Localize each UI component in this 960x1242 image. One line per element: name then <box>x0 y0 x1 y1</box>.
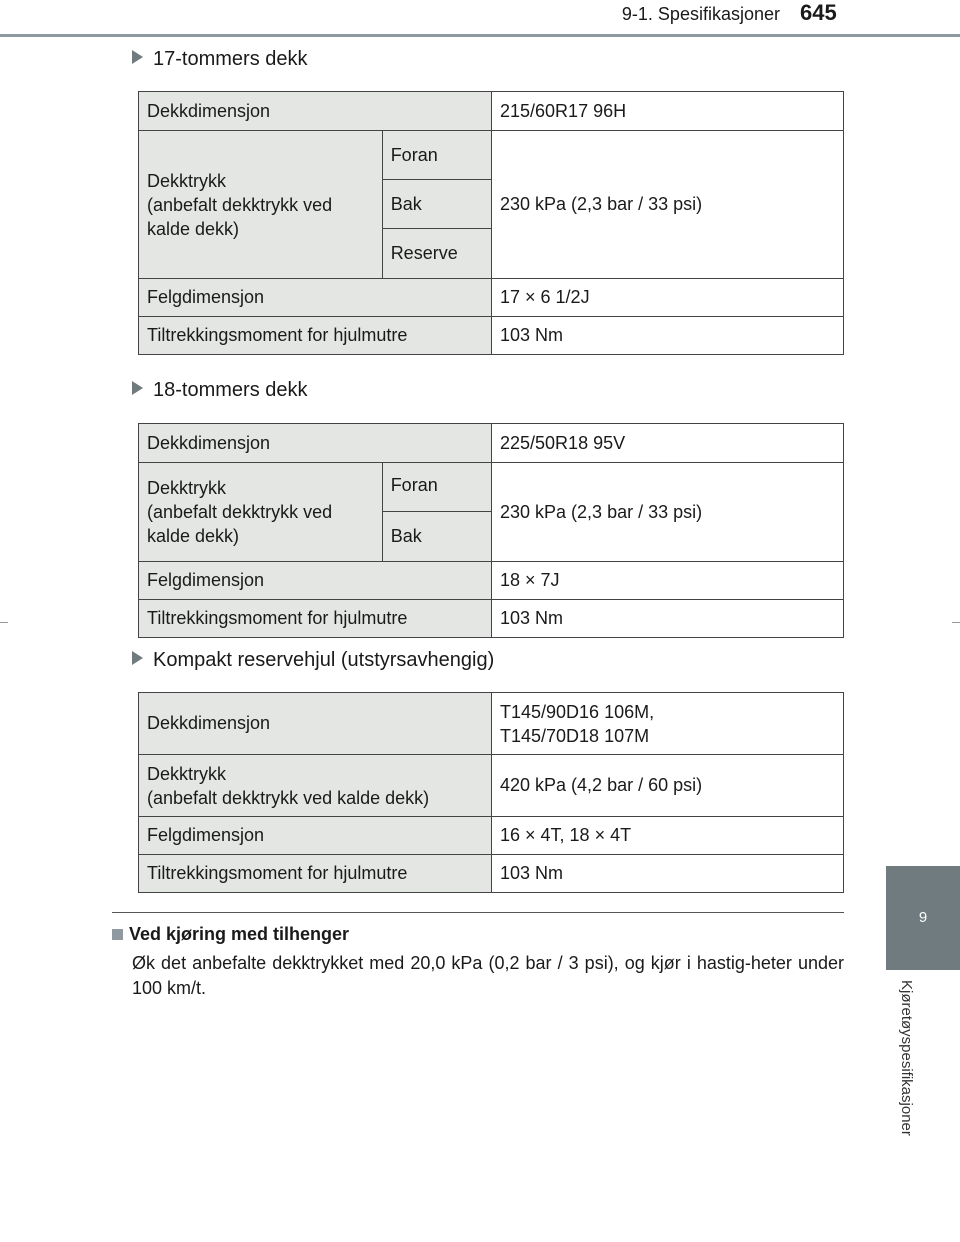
chapter-label: Kjøretøyspesifikasjoner <box>898 980 915 1136</box>
table-row <box>139 463 844 512</box>
arrow-right-icon <box>132 651 143 665</box>
table-row <box>139 92 844 131</box>
torque-value: 103 Nm <box>492 600 844 638</box>
tire-size-label: Dekkdimensjon <box>139 693 492 755</box>
section-heading-18in <box>132 379 308 402</box>
pressure-value: 420 kPa (4,2 bar / 60 psi) <box>492 755 844 817</box>
table-row <box>139 693 844 755</box>
chapter-tab <box>886 866 960 970</box>
position-spare: Reserve <box>382 229 491 279</box>
pressure-label: Dekktrykk (anbefalt dekktrykk ved kalde dekk) <box>139 463 383 562</box>
table-row <box>139 424 844 463</box>
section-heading-17in <box>132 48 308 71</box>
table-row <box>139 131 844 180</box>
page-number: 645 <box>800 0 837 25</box>
tire-size-label: Dekkdimensjon <box>139 92 492 131</box>
section-heading-text: 18-tommers dekk <box>153 379 308 401</box>
arrow-right-icon <box>132 381 143 395</box>
note-title-text: Ved kjøring med tilhenger <box>129 924 350 944</box>
arrow-right-icon <box>132 50 143 64</box>
torque-value: 103 Nm <box>492 317 844 355</box>
crop-mark-left <box>0 622 8 623</box>
header-section-title: 9-1. Spesifikasjoner <box>621 4 780 24</box>
chapter-label-container <box>886 980 960 1190</box>
table-row <box>139 317 844 355</box>
position-rear: Bak <box>382 512 491 562</box>
table-row <box>139 600 844 638</box>
square-bullet-icon <box>112 929 123 940</box>
section-heading-text: Kompakt reservehjul (utstyrsavhengig) <box>153 649 495 671</box>
tire-size-value: 215/60R17 96H <box>492 92 844 131</box>
spec-table-compact-spare <box>138 692 844 893</box>
note-title <box>112 924 349 945</box>
position-front: Foran <box>382 463 491 512</box>
pressure-label: Dekktrykk (anbefalt dekktrykk ved kalde dekk) <box>139 131 383 279</box>
position-front: Foran <box>382 131 491 180</box>
table-row <box>139 817 844 855</box>
torque-label: Tiltrekkingsmoment for hjulmutre <box>139 600 492 638</box>
section-heading-compact-spare <box>132 649 494 672</box>
pressure-label: Dekktrykk (anbefalt dekktrykk ved kalde dekk) <box>139 755 492 817</box>
table-row <box>139 562 844 600</box>
torque-value: 103 Nm <box>492 855 844 893</box>
note-divider <box>112 912 844 913</box>
spec-table-17in <box>138 91 844 355</box>
pressure-value: 230 kPa (2,3 bar / 33 psi) <box>492 131 844 279</box>
position-rear: Bak <box>382 180 491 229</box>
torque-label: Tiltrekkingsmoment for hjulmutre <box>139 317 492 355</box>
rim-label: Felgdimensjon <box>139 817 492 855</box>
tire-size-label: Dekkdimensjon <box>139 424 492 463</box>
crop-mark-right <box>952 622 960 623</box>
rim-label: Felgdimensjon <box>139 562 492 600</box>
rim-value: 16 × 4T, 18 × 4T <box>492 817 844 855</box>
rim-label: Felgdimensjon <box>139 279 492 317</box>
table-row <box>139 279 844 317</box>
table-row <box>139 755 844 817</box>
rim-value: 18 × 7J <box>492 562 844 600</box>
section-heading-text: 17-tommers dekk <box>153 48 308 70</box>
table-row <box>139 855 844 893</box>
spec-table-18in <box>138 423 844 638</box>
pressure-value: 230 kPa (2,3 bar / 33 psi) <box>492 463 844 562</box>
rim-value: 17 × 6 1/2J <box>492 279 844 317</box>
chapter-number: 9 <box>918 909 928 926</box>
header-rule <box>0 34 960 37</box>
note-body: Øk det anbefalte dekktrykket med 20,0 kPa (0,2 bar / 3 psi), og kjør i hastig-heter under 100 km/t. <box>132 953 844 998</box>
torque-label: Tiltrekkingsmoment for hjulmutre <box>139 855 492 893</box>
tire-size-value: 225/50R18 95V <box>492 424 844 463</box>
tire-size-value: T145/90D16 106M, T145/70D18 107M <box>492 693 844 755</box>
